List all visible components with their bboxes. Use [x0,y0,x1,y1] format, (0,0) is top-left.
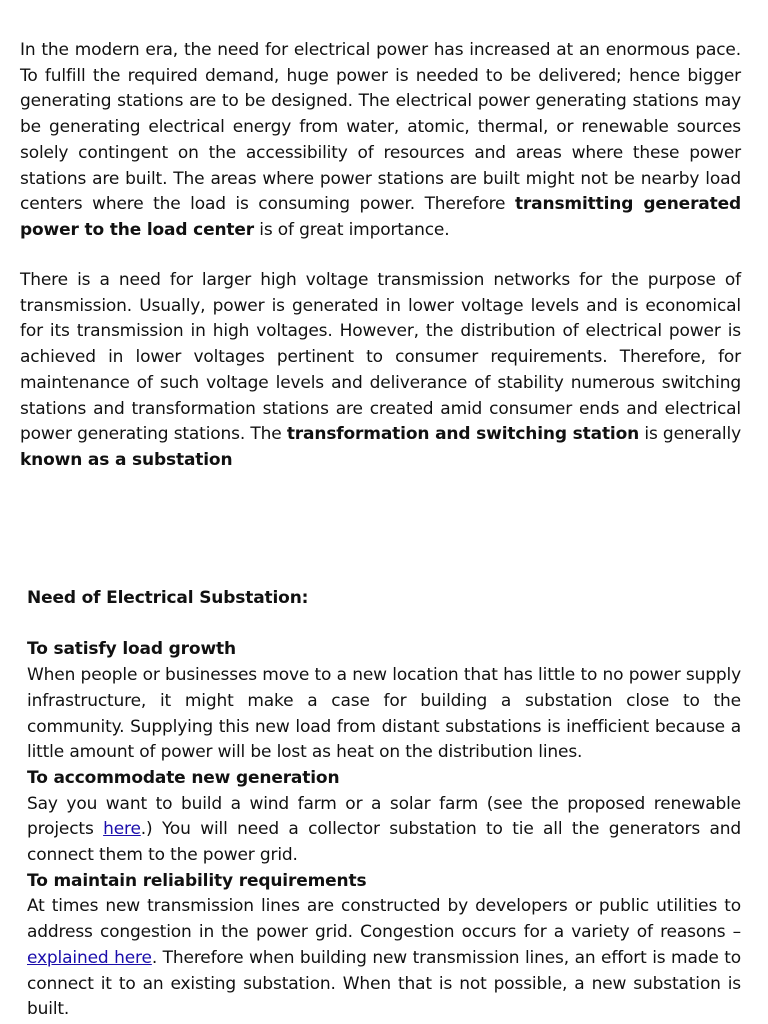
intro-p1-text-b: is of great importance. [254,219,450,240]
load-growth-title: To satisfy load growth [27,639,236,660]
new-generation-title: To accommodate new generation [27,767,340,788]
new-generation-text-a: Say you want to build a wind farm or a solar farm (see the proposed renewable projects [27,793,741,840]
congestion-explained-link[interactable]: explained here [27,947,152,968]
new-generation-text [27,792,741,869]
renewable-projects-link[interactable]: here [103,819,141,840]
intro-p2-text-a: There is a need for larger high voltage transmission networks for the purpose of transmission. Usually, power is generated in lower voltage levels and is economical for its transmission in high voltages. However, the distribution of electrical power is achieved in lower voltages pertinent to consumer requirements. Therefore, for maintenance of such voltage levels and deliverance of stability numerous switching stations and transformation stations are created amid consumer ends and electrical power generating stations. The [20,270,741,445]
reliability-text-b: . Therefore when building new transmission lines, an effort is made to connect it to an existing substation. When that is not possible, a new substation is built. [27,947,741,1020]
intro-p2-bold-1: transformation and switching station [286,424,640,445]
intro-p1-text-a: In the modern era, the need for electrical power has increased at an enormous pace. To fulfill the required demand, huge power is needed to be delivered; hence bigger generating stations are to be designed. The electrical power generating stations may be generating electrical energy from water, atomic, thermal, or renewable sources solely contingent on the accessibility of resources and areas where these power stations are built. The areas where power stations are built might not be nearby load centers where the load is consuming power. Therefore [20,40,741,215]
load-growth-text: When people or businesses move to a new location that has little to no power supply infrastructure, it might make a case for building a substation close to the community. Supplying this new load from distant substations is inefficient because a little amount of power will be lost as heat on the distribution lines. [27,665,741,763]
new-generation-text-b: .) You will need a collector substation to tie all the generators and connect them to the power grid. [27,819,741,866]
reliability-title: To maintain reliability requirements [27,870,367,891]
intro-p2-text-b: is generally [639,424,741,445]
intro-p1-bold: transmitting generated power to the load center [20,194,741,240]
section-heading: Need of Electrical Substation: [27,588,309,608]
reliability-text-a: At times new transmission lines are constructed by developers or public utilities to address congestion in the power grid. Congestion occurs for a variety of reasons – [27,896,741,943]
need-section [27,586,741,1023]
intro-p2-bold-2: known as a substation [20,449,233,470]
intro-paragraph-1 [20,38,741,244]
reliability-text [27,894,741,1023]
spacer [27,612,741,638]
intro-paragraph-2 [20,268,741,474]
